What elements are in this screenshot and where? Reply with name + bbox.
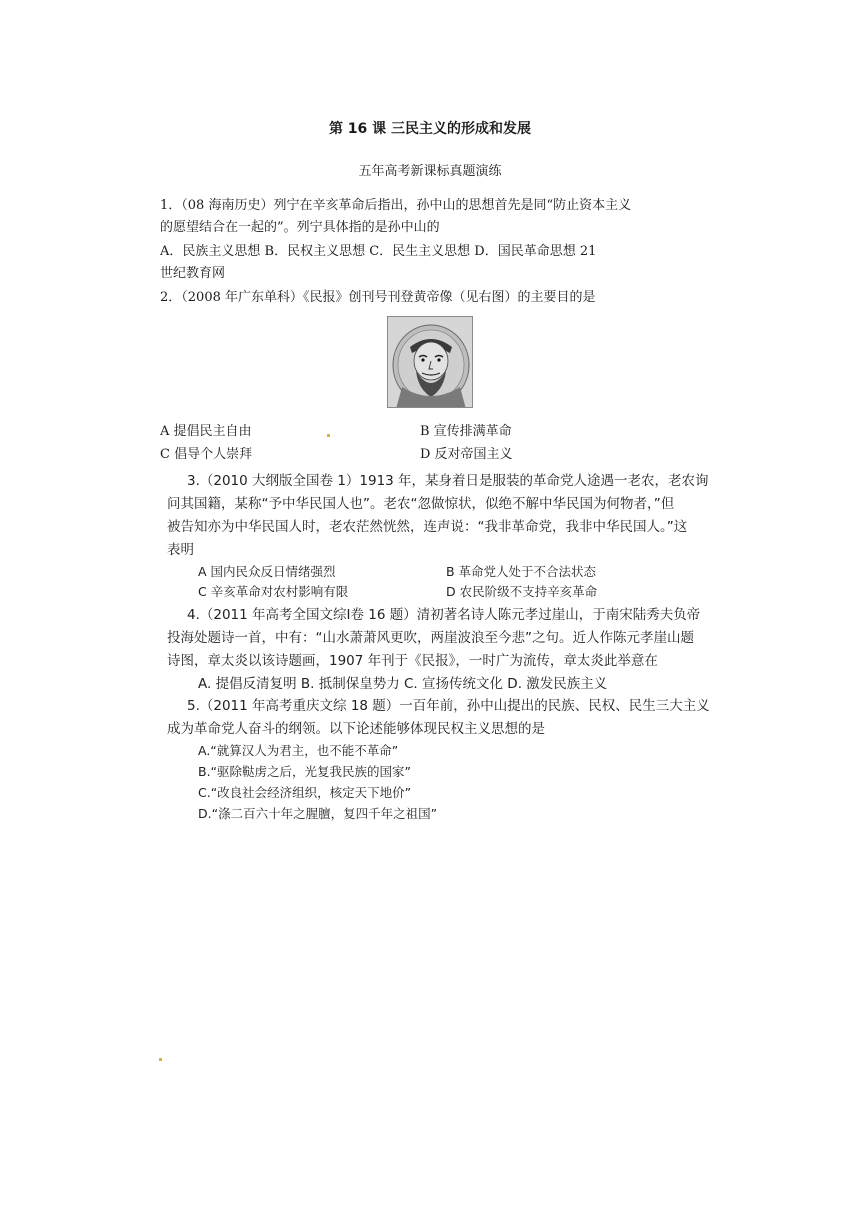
q4-line3: 诗图，章太炎以该诗题画，1907 年刊于《民报》，一时广为流传，章太炎此举意在 <box>167 653 658 669</box>
q3-line3: 被告知亦为中华民国人时，老农茫然恍然，连声说：“我非革命党，我非中华民国人。”这 <box>167 519 688 535</box>
q1-options: A．民族主义思想 B．民权主义思想 C．民生主义思想 D．国民革命思想 21 <box>160 244 597 259</box>
q5-option-a: A.“就算汉人为君主，也不能不革命” <box>198 743 399 758</box>
page-title: 第 16 课 三民主义的形成和发展 <box>328 121 532 137</box>
q3-option-c: C 辛亥革命对农村影响有限 <box>198 584 349 599</box>
q2-option-c: C 倡导个人崇拜 <box>160 447 253 462</box>
portrait-image-icon <box>387 316 473 408</box>
q5-option-c: C.“改良社会经济组织，核定天下地价” <box>198 785 412 800</box>
q3-option-b: B 革命党人处于不合法状态 <box>446 564 597 579</box>
q2-option-d: D 反对帝国主义 <box>420 447 513 462</box>
q3-line2: 问其国籍，某称“予中华民国人也”。老农“忽做惊状，似绝不解中华民国为何物者，”但 <box>167 496 675 512</box>
q1-options-cont: 世纪教育网 <box>160 266 226 281</box>
q3-line4: 表明 <box>167 542 194 558</box>
q5-line2: 成为革命党人奋斗的纲领。以下论述能够体现民权主义思想的是 <box>167 721 545 737</box>
q2-option-a: A 提倡民主自由 <box>160 424 252 439</box>
q5-option-d: D.“涤二百六十年之腥膻，复四千年之祖国” <box>198 806 438 821</box>
page-subtitle: 五年高考新课标真题演练 <box>358 164 502 179</box>
q5-line1: 5.（2011 年高考重庆文综 18 题）一百年前，孙中山提出的民族、民权、民生三大主义 <box>187 698 710 714</box>
stray-mark <box>159 1058 162 1061</box>
q2-stem: 2．（2008 年广东单科）《民报》创刊号刊登黄帝像（见右图）的主要目的是 <box>160 290 596 305</box>
q3-option-d: D 农民阶级不支持辛亥革命 <box>446 584 598 599</box>
q1-line1: 1．（08 海南历史）列宁在辛亥革命后指出，孙中山的思想首先是同“防止资本主义 <box>160 198 632 213</box>
q3-option-a: A 国内民众反日情绪强烈 <box>198 564 336 579</box>
q3-line1: 3.（2010 大纲版全国卷 1）1913 年，某身着日是服装的革命党人途遇一老农，老农询 <box>187 473 709 489</box>
q4-line1: 4.（2011 年高考全国文综Ⅰ卷 16 题）清初著名诗人陈元孝过崖山，于南宋陆秀夫负帝 <box>187 607 701 623</box>
q2-option-b: B 宣传排满革命 <box>420 424 512 439</box>
q4-line2: 投海处题诗一首，中有：“山水萧萧风更吹，两崖波浪至今悲”之句。近人作陈元孝崖山题 <box>167 630 694 646</box>
q4-options: A. 提倡反清复明 B. 抵制保皇势力 C. 宣扬传统文化 D. 激发民族主义 <box>198 676 608 692</box>
q5-option-b: B.“驱除鞑虏之后，光复我民族的国家” <box>198 764 412 779</box>
q1-line2: 的愿望结合在一起的”。列宁具体指的是孙中山的 <box>160 220 440 235</box>
highlight-mark <box>327 434 330 437</box>
